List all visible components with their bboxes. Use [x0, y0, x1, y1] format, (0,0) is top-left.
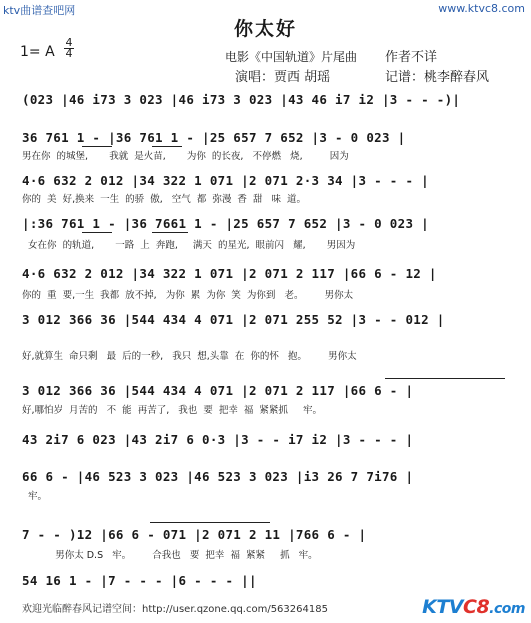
meter-bottom: 4	[65, 47, 73, 60]
notation-row: 66 6 - |46 523 3 023 |46 523 3 023 |i3 26 7 7i76 |	[22, 469, 414, 484]
volta-line	[150, 522, 270, 523]
notation-row: 43 2i7 6 023 |43 2i7 6 0·3 |3 - - i7 i2 |3 - - - |	[22, 432, 414, 447]
beam-line	[152, 146, 182, 147]
beam-line	[82, 232, 112, 233]
beam-line	[82, 146, 112, 147]
lyrics-row: 男在你 的城堡, 我就 是火苗, 为你 的长夜, 不停燃 烧, 因为	[22, 151, 349, 162]
watermark-right: www.ktvc8.com	[438, 2, 525, 15]
meter-top: 4	[65, 36, 73, 49]
song-singers: 演唱：贾西 胡瑶	[235, 70, 331, 85]
notation-row: |:36 761 1 - |36 7661 1 - |25 657 7 652 |3 - 0 023 |	[22, 216, 429, 231]
lyrics-row: 女在你 的轨道, 一路 上 奔跑, 满天 的星光, 眼前闪 耀, 男因为	[22, 240, 356, 251]
song-transcriber: 记谱：桃李醉春风	[385, 70, 490, 85]
logo-dotcom: .com	[489, 601, 525, 617]
song-source: 电影《中国轨道》片尾曲	[225, 50, 358, 64]
notation-row: 3 012 366 36 |544 434 4 071 |2 071 255 52 |3 - - 012 |	[22, 312, 445, 327]
site-logo	[422, 596, 525, 618]
lyrics-row: 好,哪怕岁 月苦的 不 能 再苦了, 我也 要 把幸 福 紧紧抓 牢。	[22, 405, 323, 416]
footer-credit: 欢迎光临醉春风记谱空间：http://user.qzone.qq.com/563264185	[22, 604, 328, 615]
notation-row: 4·6 632 2 012 |34 322 1 071 |2 071 2·3 34 |3 - - - |	[22, 173, 429, 188]
notation-row: 54 16 1 - |7 - - - |6 - - - ||	[22, 573, 257, 588]
lyrics-row: 你的 美 好,换来 一生 的骄 傲, 空气 都 弥漫 香 甜 味 道。	[22, 194, 307, 205]
lyrics-row: 你的 重 要,一生 我都 放不掉, 为你 累 为你 笑 为你到 老。 男你太	[22, 290, 354, 301]
lyrics-row: 牢。	[22, 491, 48, 502]
volta-line	[385, 378, 505, 379]
beam-line	[152, 232, 188, 233]
notation-row: 7 - - )12 |66 6 - 071 |2 071 2 11 |766 6 - |	[22, 527, 367, 542]
logo-c8: C8	[463, 596, 490, 618]
song-author: 作者不详	[385, 50, 438, 65]
lyrics-row: 好,就算生 命只剩 最 后的一秒, 我只 想,头靠 在 你的怀 抱。 男你太	[22, 351, 357, 362]
logo-ktv: KTV	[422, 596, 463, 618]
key-signature: 1= A	[20, 44, 55, 60]
song-title: 你太好	[233, 18, 297, 40]
lyrics-row: 男你太 D.S 牢。 合我也 要 把幸 福 紧紧 抓 牢。	[22, 550, 318, 561]
notation-row: 4·6 632 2 012 |34 322 1 071 |2 071 2 117 |66 6 - 12 |	[22, 266, 437, 281]
watermark-left: ktv曲谱查吧网	[3, 4, 76, 17]
notation-row: 3 012 366 36 |544 434 4 071 |2 071 2 117 |66 6 - |	[22, 383, 414, 398]
notation-row: (023 |46 i73 3 023 |46 i73 3 023 |43 46 i7 i2 |3 - - -)|	[22, 92, 461, 107]
notation-row: 36 761 1 - |36 761 1 - |25 657 7 652 |3 - 0 023 |	[22, 130, 406, 145]
